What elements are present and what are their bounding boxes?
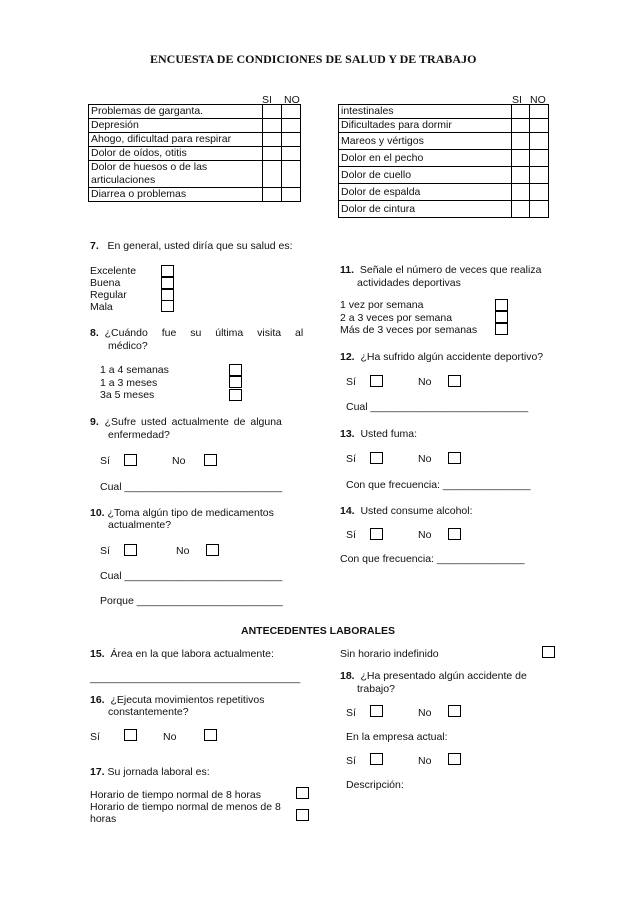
q18-si-checkbox[interactable] [370, 705, 383, 717]
no-header-left: NO [284, 94, 300, 106]
no-checkbox[interactable] [530, 167, 549, 184]
q13-text: Usted fuma: [360, 428, 418, 440]
q13-no-label: No [418, 453, 432, 465]
q16-text-cont: constantemente? [108, 706, 189, 718]
si-checkbox[interactable] [511, 133, 530, 150]
q7-option: Regular [90, 289, 127, 301]
no-checkbox[interactable] [530, 150, 549, 167]
checkbox[interactable] [495, 311, 508, 323]
q14-si-label: Sí [346, 529, 356, 541]
si-checkbox[interactable] [263, 133, 282, 147]
table-row [339, 105, 549, 119]
q14-heading [340, 505, 473, 517]
table-row [339, 150, 549, 167]
symptoms-table-left [88, 104, 301, 202]
q8-option: 1 a 3 meses [100, 377, 158, 389]
q13-si-label: Sí [346, 453, 356, 465]
no-checkbox[interactable] [282, 133, 301, 147]
table-row [89, 105, 301, 119]
q11-option: Más de 3 veces por semanas [340, 324, 478, 336]
q13-number: 13. [340, 428, 355, 440]
q18-empresa-label: En la empresa actual: [346, 731, 448, 743]
q18-no-checkbox[interactable] [448, 705, 461, 717]
q8-text: ¿Cuándo fue su última visita al [104, 327, 304, 339]
q17-option: Sin horario indefinido [340, 648, 439, 660]
q12-si-label: Sí [346, 376, 356, 388]
q18-empresa-si-label: Sí [346, 755, 356, 767]
q7-option: Mala [90, 301, 113, 313]
symptom-label: Dolor en el pecho [339, 150, 512, 167]
q9-heading [90, 416, 282, 428]
symptom-label: Dolor de espalda [339, 184, 512, 201]
symptoms-table-right [338, 104, 549, 218]
q9-text-cont: enfermedad? [108, 429, 170, 441]
q9-si-checkbox[interactable] [124, 454, 137, 466]
q10-si-checkbox[interactable] [124, 544, 137, 556]
q8-text-cont: médico? [108, 340, 148, 352]
document-title: ENCUESTA DE CONDICIONES DE SALUD Y DE TRABAJO [150, 52, 477, 66]
q16-no-checkbox[interactable] [204, 729, 217, 741]
table-row [339, 184, 549, 201]
no-checkbox[interactable] [530, 105, 549, 119]
table-row [89, 161, 301, 188]
no-checkbox[interactable] [530, 184, 549, 201]
q13-no-checkbox[interactable] [448, 452, 461, 464]
q15-answer-field[interactable]: ____________________________________ [90, 672, 301, 684]
q13-freq-field[interactable]: Con que frecuencia: _______________ [346, 479, 531, 491]
checkbox[interactable] [229, 389, 242, 401]
q18-empresa-no-label: No [418, 755, 432, 767]
checkbox[interactable] [495, 299, 508, 311]
q7-text: En general, usted diría que su salud es: [107, 240, 293, 252]
no-checkbox[interactable] [530, 133, 549, 150]
table-row [339, 119, 549, 133]
q7-heading [90, 240, 293, 252]
q18-descripcion-label: Descripción: [346, 779, 404, 791]
no-checkbox[interactable] [282, 119, 301, 133]
q7-number: 7. [90, 240, 99, 252]
checkbox[interactable] [542, 646, 555, 658]
table-row [89, 119, 301, 133]
q11-option: 1 vez por semana [340, 299, 424, 311]
q10-si-label: Sí [100, 545, 110, 557]
q8-number: 8. [90, 327, 99, 339]
symptom-label: Problemas de garganta. [89, 105, 263, 119]
no-checkbox[interactable] [282, 188, 301, 202]
q7-option: Excelente [90, 265, 137, 277]
q16-number: 16. [90, 694, 105, 706]
si-checkbox[interactable] [263, 105, 282, 119]
symptom-label: Diarrea o problemas [89, 188, 263, 202]
q17-option: Horario de tiempo normal de 8 horas [90, 789, 262, 801]
q10-cual-field[interactable]: Cual ___________________________ [100, 570, 283, 582]
q9-number: 9. [90, 416, 99, 428]
q17-heading [90, 766, 210, 778]
si-checkbox[interactable] [263, 161, 282, 188]
checkbox[interactable] [296, 809, 309, 821]
no-header-right: NO [530, 94, 546, 106]
q10-no-checkbox[interactable] [206, 544, 219, 556]
q18-empresa-si-checkbox[interactable] [370, 753, 383, 765]
table-row [339, 201, 549, 218]
table-row [89, 147, 301, 161]
q14-no-checkbox[interactable] [448, 528, 461, 540]
q17-option-cont: horas [90, 813, 117, 825]
q14-text: Usted consume alcohol: [360, 505, 473, 517]
q15-number: 15. [90, 648, 105, 660]
q11-heading [340, 264, 541, 276]
q8-option: 1 a 4 semanas [100, 364, 169, 376]
si-checkbox[interactable] [263, 147, 282, 161]
q14-no-label: No [418, 529, 432, 541]
table-row [339, 133, 549, 150]
q10-text: ¿Toma algún tipo de medicamentos [107, 507, 274, 519]
q7-option: Buena [90, 277, 121, 289]
q12-text: ¿Ha sufrido algún accidente deportivo? [360, 351, 544, 363]
q12-no-checkbox[interactable] [448, 375, 461, 387]
si-header-right: SI [512, 94, 522, 106]
q12-cual-field[interactable]: Cual ___________________________ [346, 401, 529, 413]
table-row [89, 188, 301, 202]
symptom-label: Dolor de cintura [339, 201, 512, 218]
table-row [339, 167, 549, 184]
checkbox[interactable] [229, 376, 242, 388]
q10-porque-field[interactable]: Porque _________________________ [100, 595, 283, 607]
q17-option: Horario de tiempo normal de menos de 8 [90, 801, 281, 813]
q9-no-checkbox[interactable] [204, 454, 217, 466]
table-row [89, 133, 301, 147]
q9-text: ¿Sufre usted actualmente de alguna [104, 416, 282, 428]
checkbox[interactable] [229, 364, 242, 376]
si-checkbox[interactable] [511, 201, 530, 218]
q18-heading [340, 670, 527, 682]
symptom-label: Ahogo, dificultad para respirar [89, 133, 263, 147]
si-checkbox[interactable] [511, 167, 530, 184]
q10-number: 10. [90, 507, 105, 519]
si-checkbox[interactable] [511, 105, 530, 119]
q13-si-checkbox[interactable] [370, 452, 383, 464]
q8-option: 3a 5 meses [100, 389, 155, 401]
q14-number: 14. [340, 505, 355, 517]
q16-text: ¿Ejecuta movimientos repetitivos [110, 694, 265, 706]
symptom-label: intestinales [339, 105, 512, 119]
q11-option: 2 a 3 veces por semana [340, 312, 453, 324]
q16-si-checkbox[interactable] [124, 729, 137, 741]
symptom-label: Dolor de huesos o de las articulaciones [89, 161, 263, 188]
q14-si-checkbox[interactable] [370, 528, 383, 540]
q13-heading [340, 428, 417, 440]
q10-no-label: No [176, 545, 190, 557]
si-checkbox[interactable] [263, 188, 282, 202]
symptom-label: Dificultades para dormir [339, 119, 512, 133]
q15-heading [90, 648, 274, 660]
q17-number: 17. [90, 766, 105, 778]
si-checkbox[interactable] [511, 119, 530, 133]
checkbox[interactable] [161, 300, 174, 312]
q18-number: 18. [340, 670, 355, 682]
q17-text: Su jornada laboral es: [107, 766, 210, 778]
q12-number: 12. [340, 351, 355, 363]
q12-si-checkbox[interactable] [370, 375, 383, 387]
q18-empresa-no-checkbox[interactable] [448, 753, 461, 765]
q16-no-label: No [163, 731, 177, 743]
q12-heading [340, 351, 543, 363]
q11-number: 11. [340, 264, 355, 276]
si-checkbox[interactable] [511, 150, 530, 167]
q15-text: Área en la que labora actualmente: [110, 648, 274, 660]
q8-heading [90, 327, 303, 339]
no-checkbox[interactable] [530, 119, 549, 133]
symptom-label: Mareos y vértigos [339, 133, 512, 150]
checkbox[interactable] [296, 787, 309, 799]
q18-text-cont: trabajo? [357, 683, 395, 695]
q18-no-label: No [418, 707, 432, 719]
symptom-label: Depresión [89, 119, 263, 133]
checkbox[interactable] [161, 265, 174, 277]
q14-freq-field[interactable]: Con que frecuencia: _______________ [340, 553, 525, 565]
si-checkbox[interactable] [511, 184, 530, 201]
q11-text-cont: actividades deportivas [357, 277, 461, 289]
q9-no-label: No [172, 455, 186, 467]
section-title-laborales: ANTECEDENTES LABORALES [241, 625, 396, 637]
no-checkbox[interactable] [282, 147, 301, 161]
q9-si-label: Sí [100, 455, 110, 467]
no-checkbox[interactable] [530, 201, 549, 218]
si-header-left: SI [262, 94, 272, 106]
checkbox[interactable] [495, 323, 508, 335]
q10-text-cont: actualmente? [108, 519, 172, 531]
checkbox[interactable] [161, 277, 174, 289]
q16-heading [90, 694, 265, 706]
symptom-label: Dolor de oídos, otitis [89, 147, 263, 161]
q11-text: Señale el número de veces que realiza [359, 264, 542, 276]
no-checkbox[interactable] [282, 161, 301, 188]
q18-si-label: Sí [346, 707, 356, 719]
symptom-label: Dolor de cuello [339, 167, 512, 184]
q10-heading [90, 507, 274, 519]
si-checkbox[interactable] [263, 119, 282, 133]
q12-no-label: No [418, 376, 432, 388]
q16-si-label: Sí [90, 731, 100, 743]
no-checkbox[interactable] [282, 105, 301, 119]
q9-cual-field[interactable]: Cual ___________________________ [100, 481, 283, 493]
q18-text: ¿Ha presentado algún accidente de [360, 670, 527, 682]
